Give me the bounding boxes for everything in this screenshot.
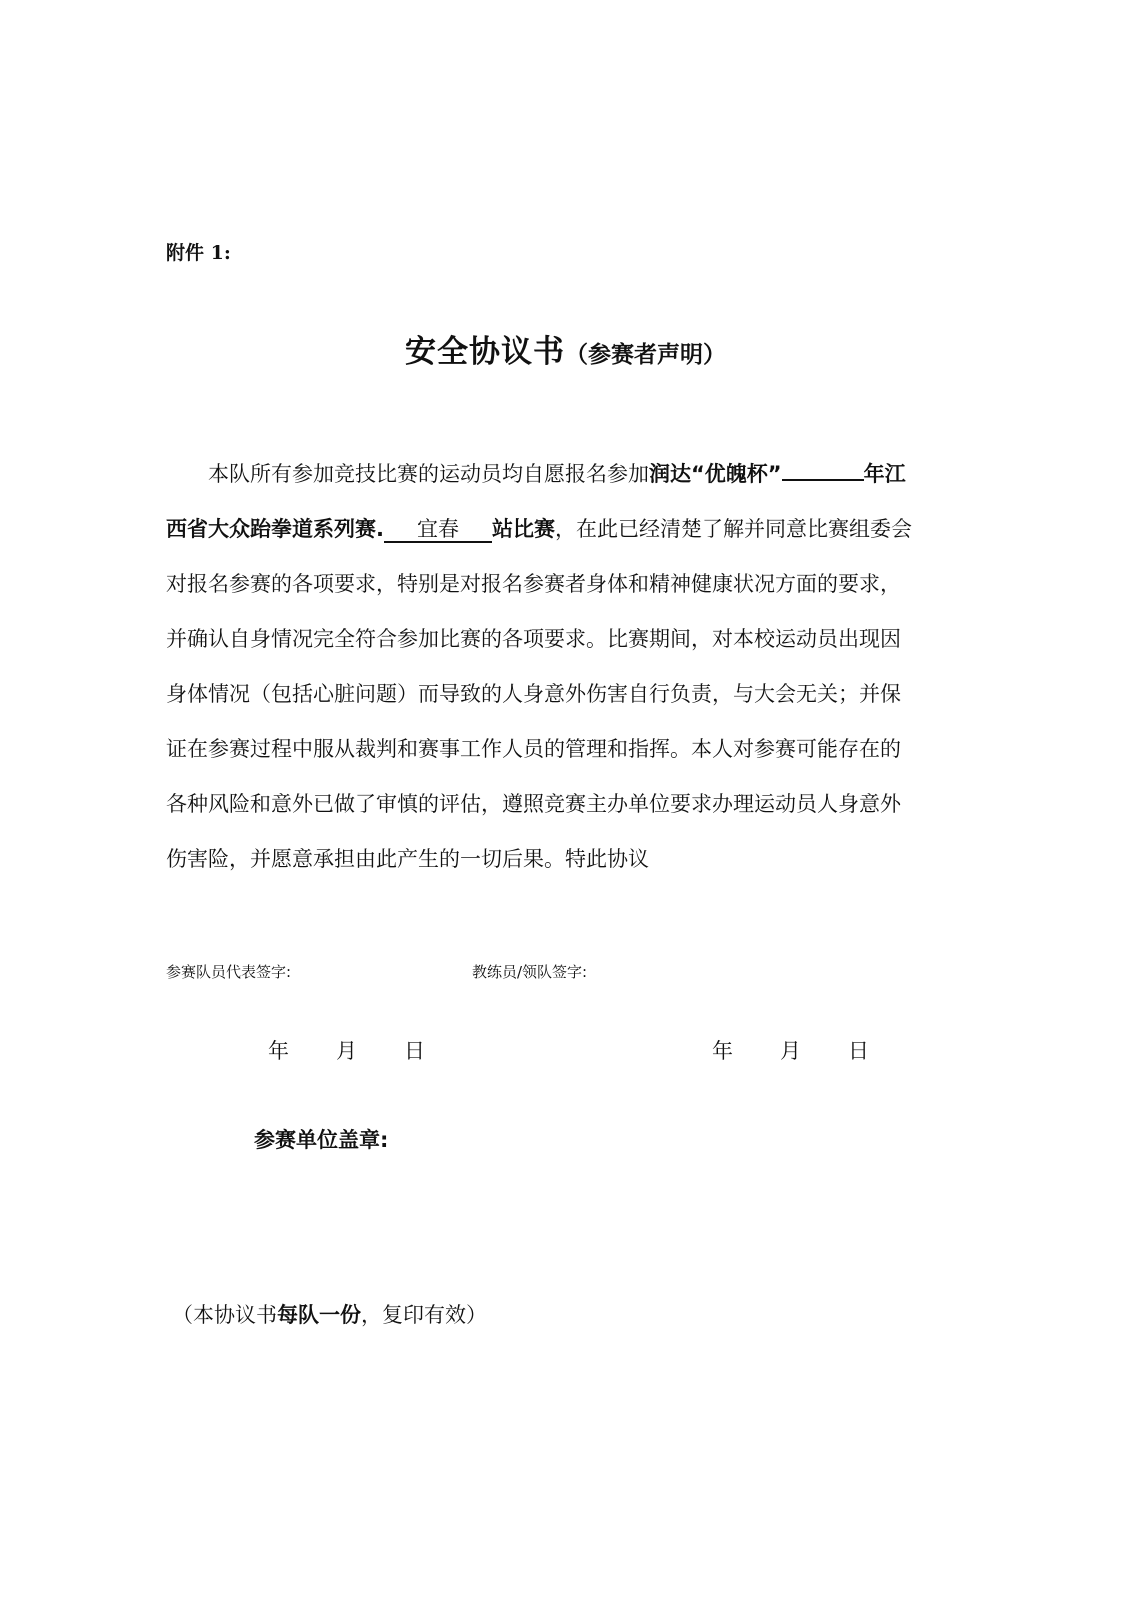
body-line-2-text: ，在此已经清楚了解并同意比赛组委会 <box>554 517 912 541</box>
note-close: ，复印有效） <box>361 1303 487 1327</box>
coach-date-day: 日 <box>848 1039 869 1063</box>
note-open: （本协议书 <box>172 1303 277 1327</box>
coach-date-year: 年 <box>712 1039 733 1063</box>
body-line-1-text: 本队所有参加竞技比赛的运动员均自愿报名参加 <box>208 462 649 486</box>
coach-signature-label: 教练员/领队签字: <box>472 963 588 981</box>
participant-signature-label: 参赛队员代表签字: <box>166 963 292 981</box>
city-field: 宜春 <box>384 517 492 543</box>
coach-date-month: 月 <box>780 1039 801 1063</box>
seal-label: 参赛单位盖章: <box>254 1128 389 1152</box>
body-line-7: 各种风险和意外已做了审慎的评估，遵照竞赛主办单位要求办理运动员人身意外 <box>166 792 901 816</box>
year-blank <box>782 461 864 481</box>
title-main: 安全协议书 <box>405 334 565 370</box>
body-line-6: 证在参赛过程中服从裁判和赛事工作人员的管理和指挥。本人对参赛可能存在的 <box>166 737 901 761</box>
body-line-5: 身体情况（包括心脏问题）而导致的人身意外伤害自行负责，与大会无关；并保 <box>166 682 901 706</box>
attachment-label: 附件 1: <box>166 242 231 264</box>
station-label: 站比赛 <box>491 517 555 541</box>
participant-date-month: 月 <box>336 1039 357 1063</box>
document-title <box>0 326 1131 371</box>
body-line-3: 对报名参赛的各项要求，特别是对报名参赛者身体和精神健康状况方面的要求， <box>166 572 901 596</box>
event-name: 润达“优魄杯” <box>649 462 782 486</box>
copy-note <box>172 1299 487 1329</box>
agreement-body <box>166 447 966 887</box>
participant-date-year: 年 <box>268 1039 289 1063</box>
participant-date <box>268 1035 472 1065</box>
participant-date-day: 日 <box>404 1039 425 1063</box>
coach-date <box>712 1035 916 1065</box>
body-line-1 <box>166 447 966 502</box>
body-line-4: 并确认自身情况完全符合参加比赛的各项要求。比赛期间，对本校运动员出现因 <box>166 627 901 651</box>
note-bold: 每队一份 <box>277 1303 361 1327</box>
series-name: 西省大众跆拳道系列赛. <box>166 517 384 541</box>
title-sub: （参赛者声明） <box>565 342 726 368</box>
body-line-2 <box>166 502 966 557</box>
body-line-1-end: 年江 <box>863 462 906 486</box>
body-line-8: 伤害险，并愿意承担由此产生的一切后果。特此协议 <box>166 847 649 871</box>
